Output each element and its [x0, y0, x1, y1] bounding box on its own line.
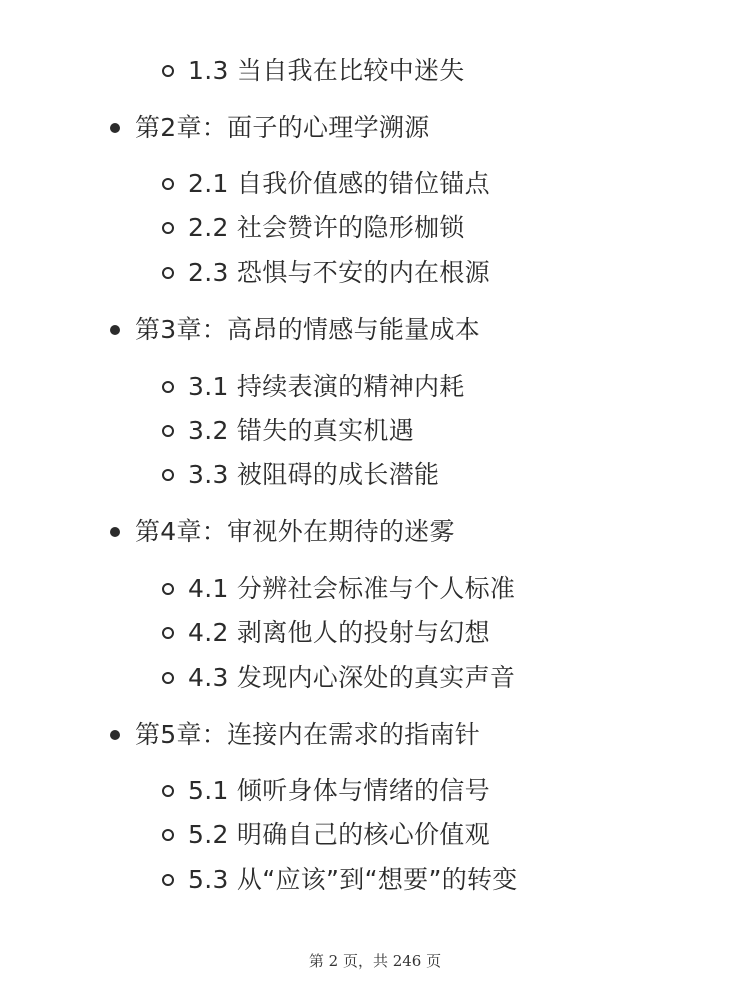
- toc-section-3-2: [0, 411, 750, 451]
- toc-section-5-1: [0, 771, 750, 811]
- circle-bullet-icon: [162, 627, 174, 639]
- toc-entry-label: 5.2 明确自己的核心价值观: [188, 820, 490, 849]
- circle-bullet-icon: [162, 425, 174, 437]
- toc-entry-label: 第3章：高昂的情感与能量成本: [135, 315, 481, 344]
- circle-bullet-icon: [162, 381, 174, 393]
- toc-entry-label: 5.1 倾听身体与情绪的信号: [188, 776, 490, 805]
- circle-bullet-icon: [162, 222, 174, 234]
- disc-bullet-icon: [110, 527, 120, 537]
- toc-entry-label: 第5章：连接内在需求的指南针: [135, 720, 481, 749]
- circle-bullet-icon: [162, 178, 174, 190]
- disc-bullet-icon: [110, 325, 120, 335]
- toc-chapter-5: [0, 715, 750, 755]
- toc-entry-label: 2.1 自我价值感的错位锚点: [188, 169, 490, 198]
- toc-section-4-1: [0, 569, 750, 609]
- toc-section-4-3: [0, 658, 750, 698]
- toc-entry-label: 4.1 分辨社会标准与个人标准: [188, 574, 516, 603]
- circle-bullet-icon: [162, 785, 174, 797]
- circle-bullet-icon: [162, 874, 174, 886]
- toc-section-5-2: [0, 815, 750, 855]
- toc-section-4-2: [0, 613, 750, 653]
- toc-section-3-3: [0, 455, 750, 495]
- toc-chapter-4: [0, 512, 750, 552]
- circle-bullet-icon: [162, 65, 174, 77]
- circle-bullet-icon: [162, 672, 174, 684]
- toc-section-2-3: [0, 253, 750, 293]
- toc-section-1-3: [0, 51, 750, 91]
- toc-entry-label: 第2章：面子的心理学溯源: [135, 113, 430, 142]
- toc-section-5-3: [0, 860, 750, 900]
- circle-bullet-icon: [162, 583, 174, 595]
- toc-section-2-1: [0, 164, 750, 204]
- toc-entry-label: 4.2 剥离他人的投射与幻想: [188, 618, 490, 647]
- circle-bullet-icon: [162, 469, 174, 481]
- toc-chapter-2: [0, 108, 750, 148]
- toc-entry-label: 5.3 从“应该”到“想要”的转变: [188, 865, 518, 894]
- disc-bullet-icon: [110, 730, 120, 740]
- circle-bullet-icon: [162, 829, 174, 841]
- disc-bullet-icon: [110, 123, 120, 133]
- toc-entry-label: 2.3 恐惧与不安的内在根源: [188, 258, 490, 287]
- toc-entry-label: 2.2 社会赞许的隐形枷锁: [188, 213, 465, 242]
- toc-section-2-2: [0, 208, 750, 248]
- toc-chapter-3: [0, 310, 750, 350]
- circle-bullet-icon: [162, 267, 174, 279]
- toc-entry-label: 3.1 持续表演的精神内耗: [188, 372, 465, 401]
- toc-entry-label: 第4章：审视外在期待的迷雾: [135, 517, 455, 546]
- page-number-footer: 第 2 页，共 246 页: [308, 952, 442, 970]
- toc-entry-label: 3.2 错失的真实机遇: [188, 416, 415, 445]
- toc-entry-label: 4.3 发现内心深处的真实声音: [188, 663, 516, 692]
- toc-section-3-1: [0, 367, 750, 407]
- toc-entry-label: 3.3 被阻碍的成长潜能: [188, 460, 440, 489]
- toc-entry-label: 1.3 当自我在比较中迷失: [188, 56, 465, 85]
